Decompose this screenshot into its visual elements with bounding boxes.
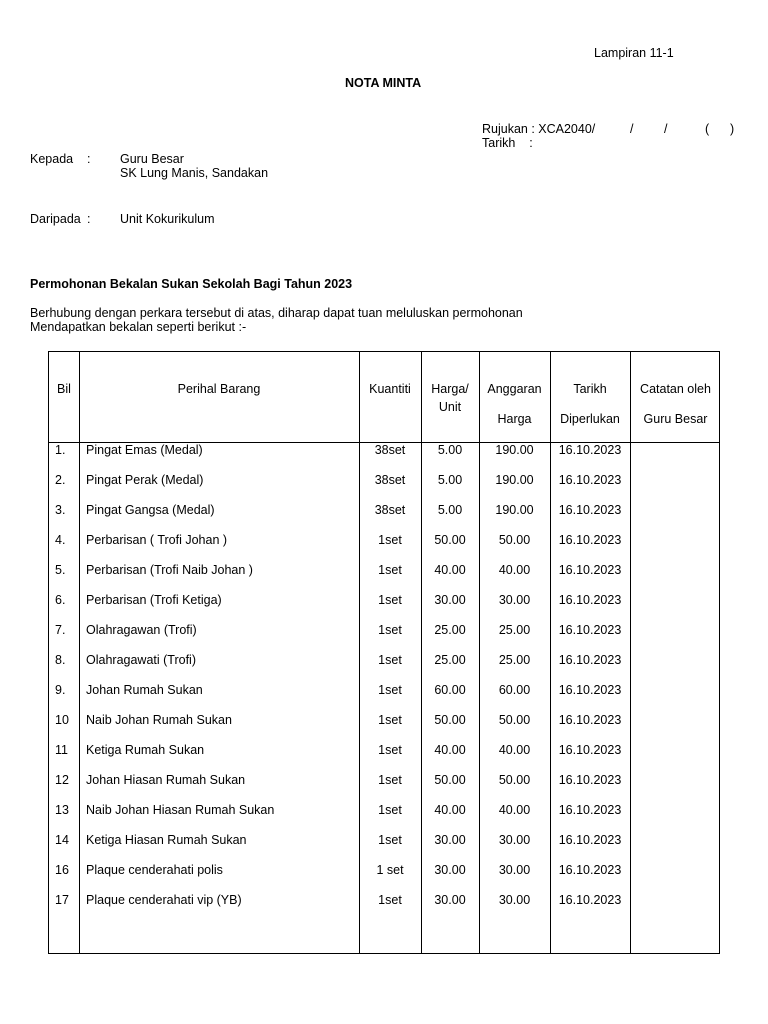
header-note-line-1: Catatan oleh xyxy=(640,382,711,396)
cell-unit-price: 50.00 xyxy=(434,713,466,727)
cell-date-needed: 16.10.2023 xyxy=(558,503,622,517)
cell-unit-price: 40.00 xyxy=(434,803,466,817)
cell-unit-price: 25.00 xyxy=(434,653,466,667)
cell-item: Pingat Emas (Medal) xyxy=(86,443,203,457)
request-table xyxy=(48,351,720,954)
cell-bil: 11 xyxy=(55,743,68,757)
cell-bil: 3. xyxy=(55,503,66,517)
sender-label: Daripada xyxy=(30,212,81,226)
header-price-line-2: Unit xyxy=(438,400,462,414)
cell-item: Olahragawati (Trofi) xyxy=(86,653,196,667)
header-item: Perihal Barang xyxy=(177,382,261,396)
cell-unit-price: 40.00 xyxy=(434,563,466,577)
cell-quantity: 1set xyxy=(378,803,402,817)
cell-quantity: 1set xyxy=(378,713,402,727)
cell-item: Pingat Perak (Medal) xyxy=(86,473,204,487)
cell-budget: 40.00 xyxy=(498,743,531,757)
reference-slash-1: / xyxy=(630,122,634,136)
subject-heading: Permohonan Bekalan Sukan Sekolah Bagi Tahun 2023 xyxy=(30,277,353,291)
cell-bil: 16 xyxy=(55,863,69,877)
cell-bil: 10 xyxy=(55,713,69,727)
cell-unit-price: 50.00 xyxy=(434,533,466,547)
cell-date-needed: 16.10.2023 xyxy=(558,563,622,577)
recipient-colon: : xyxy=(87,152,91,166)
cell-bil: 5. xyxy=(55,563,66,577)
cell-item: Olahragawan (Trofi) xyxy=(86,623,197,637)
cell-item: Perbarisan (Trofi Ketiga) xyxy=(86,593,222,607)
cell-budget: 25.00 xyxy=(498,623,531,637)
header-budget-line-2: Harga xyxy=(497,412,532,426)
cell-unit-price: 5.00 xyxy=(437,503,463,517)
reference-number: Rujukan : XCA2040/ xyxy=(482,122,596,136)
cell-quantity: 1set xyxy=(378,743,402,757)
cell-bil: 2. xyxy=(55,473,66,487)
cell-date-needed: 16.10.2023 xyxy=(558,713,622,727)
cell-budget: 25.00 xyxy=(498,653,531,667)
cell-unit-price: 5.00 xyxy=(437,473,463,487)
cell-unit-price: 30.00 xyxy=(434,593,466,607)
cell-date-needed: 16.10.2023 xyxy=(558,653,622,667)
recipient-line-1: Guru Besar xyxy=(120,152,184,166)
sender-value: Unit Kokurikulum xyxy=(120,212,215,226)
body-line-1: Berhubung dengan perkara tersebut di atas, diharap dapat tuan meluluskan permohonan xyxy=(30,306,523,320)
cell-quantity: 1set xyxy=(378,893,402,907)
cell-item: Ketiga Rumah Sukan xyxy=(86,743,205,757)
cell-item: Pingat Gangsa (Medal) xyxy=(86,503,215,517)
cell-unit-price: 40.00 xyxy=(434,743,466,757)
cell-bil: 17 xyxy=(55,893,69,907)
cell-budget: 190.00 xyxy=(495,503,534,517)
cell-item: Johan Rumah Sukan xyxy=(86,683,203,697)
cell-unit-price: 30.00 xyxy=(434,863,466,877)
cell-quantity: 1 set xyxy=(376,863,404,877)
cell-quantity: 1set xyxy=(378,653,402,667)
cell-unit-price: 25.00 xyxy=(434,623,466,637)
cell-budget: 30.00 xyxy=(498,593,531,607)
cell-budget: 30.00 xyxy=(498,833,531,847)
header-price-line-1: Harga/ xyxy=(431,382,469,396)
cell-budget: 30.00 xyxy=(498,893,531,907)
header-date-line-1: Tarikh xyxy=(573,382,607,396)
recipient-line-2: SK Lung Manis, Sandakan xyxy=(120,166,269,180)
cell-budget: 50.00 xyxy=(498,713,531,727)
cell-budget: 190.00 xyxy=(495,443,534,457)
header-quantity: Kuantiti xyxy=(369,382,411,396)
sender-colon: : xyxy=(87,212,91,226)
cell-item: Naib Johan Rumah Sukan xyxy=(86,713,232,727)
cell-bil: 6. xyxy=(55,593,66,607)
cell-quantity: 1set xyxy=(378,533,402,547)
cell-bil: 1. xyxy=(55,443,66,457)
cell-item: Johan Hiasan Rumah Sukan xyxy=(86,773,246,787)
cell-unit-price: 5.00 xyxy=(437,443,463,457)
cell-date-needed: 16.10.2023 xyxy=(558,773,622,787)
attachment-label: Lampiran 11-1 xyxy=(594,46,674,60)
cell-date-needed: 16.10.2023 xyxy=(558,863,622,877)
header-bil: Bil xyxy=(57,382,71,396)
cell-unit-price: 50.00 xyxy=(434,773,466,787)
header-date-line-2: Diperlukan xyxy=(560,412,620,426)
cell-bil: 4. xyxy=(55,533,66,547)
cell-quantity: 1set xyxy=(378,683,402,697)
cell-quantity: 38set xyxy=(374,443,406,457)
cell-date-needed: 16.10.2023 xyxy=(558,803,622,817)
cell-budget: 50.00 xyxy=(498,533,531,547)
cell-bil: 8. xyxy=(55,653,66,667)
cell-item: Perbarisan ( Trofi Johan ) xyxy=(86,533,228,547)
cell-quantity: 38set xyxy=(374,503,406,517)
cell-item: Plaque cenderahati polis xyxy=(86,863,223,877)
recipient-label: Kepada xyxy=(30,152,74,166)
header-budget-line-1: Anggaran xyxy=(487,382,542,396)
cell-quantity: 1set xyxy=(378,773,402,787)
cell-date-needed: 16.10.2023 xyxy=(558,623,622,637)
cell-date-needed: 16.10.2023 xyxy=(558,893,622,907)
reference-slash-2: / xyxy=(664,122,668,136)
cell-quantity: 1set xyxy=(378,833,402,847)
reference-paren: ( ) xyxy=(705,122,735,136)
cell-quantity: 1set xyxy=(378,563,402,577)
body-line-2: Mendapatkan bekalan seperti berikut :- xyxy=(30,320,247,334)
cell-budget: 60.00 xyxy=(498,683,531,697)
cell-unit-price: 30.00 xyxy=(434,893,466,907)
cell-bil: 12 xyxy=(55,773,69,787)
cell-bil: 7. xyxy=(55,623,66,637)
cell-date-needed: 16.10.2023 xyxy=(558,443,622,457)
cell-budget: 40.00 xyxy=(498,563,531,577)
cell-unit-price: 60.00 xyxy=(434,683,466,697)
cell-item: Ketiga Hiasan Rumah Sukan xyxy=(86,833,247,847)
cell-budget: 30.00 xyxy=(498,863,531,877)
cell-item: Naib Johan Hiasan Rumah Sukan xyxy=(86,803,275,817)
cell-bil: 9. xyxy=(55,683,66,697)
cell-quantity: 1set xyxy=(378,593,402,607)
cell-date-needed: 16.10.2023 xyxy=(558,833,622,847)
cell-budget: 190.00 xyxy=(495,473,534,487)
cell-item: Perbarisan (Trofi Naib Johan ) xyxy=(86,563,253,577)
header-note-line-2: Guru Besar xyxy=(643,412,708,426)
date-label: Tarikh : xyxy=(482,136,533,150)
cell-unit-price: 30.00 xyxy=(434,833,466,847)
document-title: NOTA MINTA xyxy=(345,76,422,90)
cell-quantity: 1set xyxy=(378,623,402,637)
cell-budget: 40.00 xyxy=(498,803,531,817)
cell-date-needed: 16.10.2023 xyxy=(558,743,622,757)
cell-date-needed: 16.10.2023 xyxy=(558,593,622,607)
cell-date-needed: 16.10.2023 xyxy=(558,473,622,487)
cell-quantity: 38set xyxy=(374,473,406,487)
cell-bil: 14 xyxy=(55,833,69,847)
cell-budget: 50.00 xyxy=(498,773,531,787)
cell-date-needed: 16.10.2023 xyxy=(558,683,622,697)
cell-bil: 13 xyxy=(55,803,69,817)
cell-item: Plaque cenderahati vip (YB) xyxy=(86,893,242,907)
cell-date-needed: 16.10.2023 xyxy=(558,533,622,547)
